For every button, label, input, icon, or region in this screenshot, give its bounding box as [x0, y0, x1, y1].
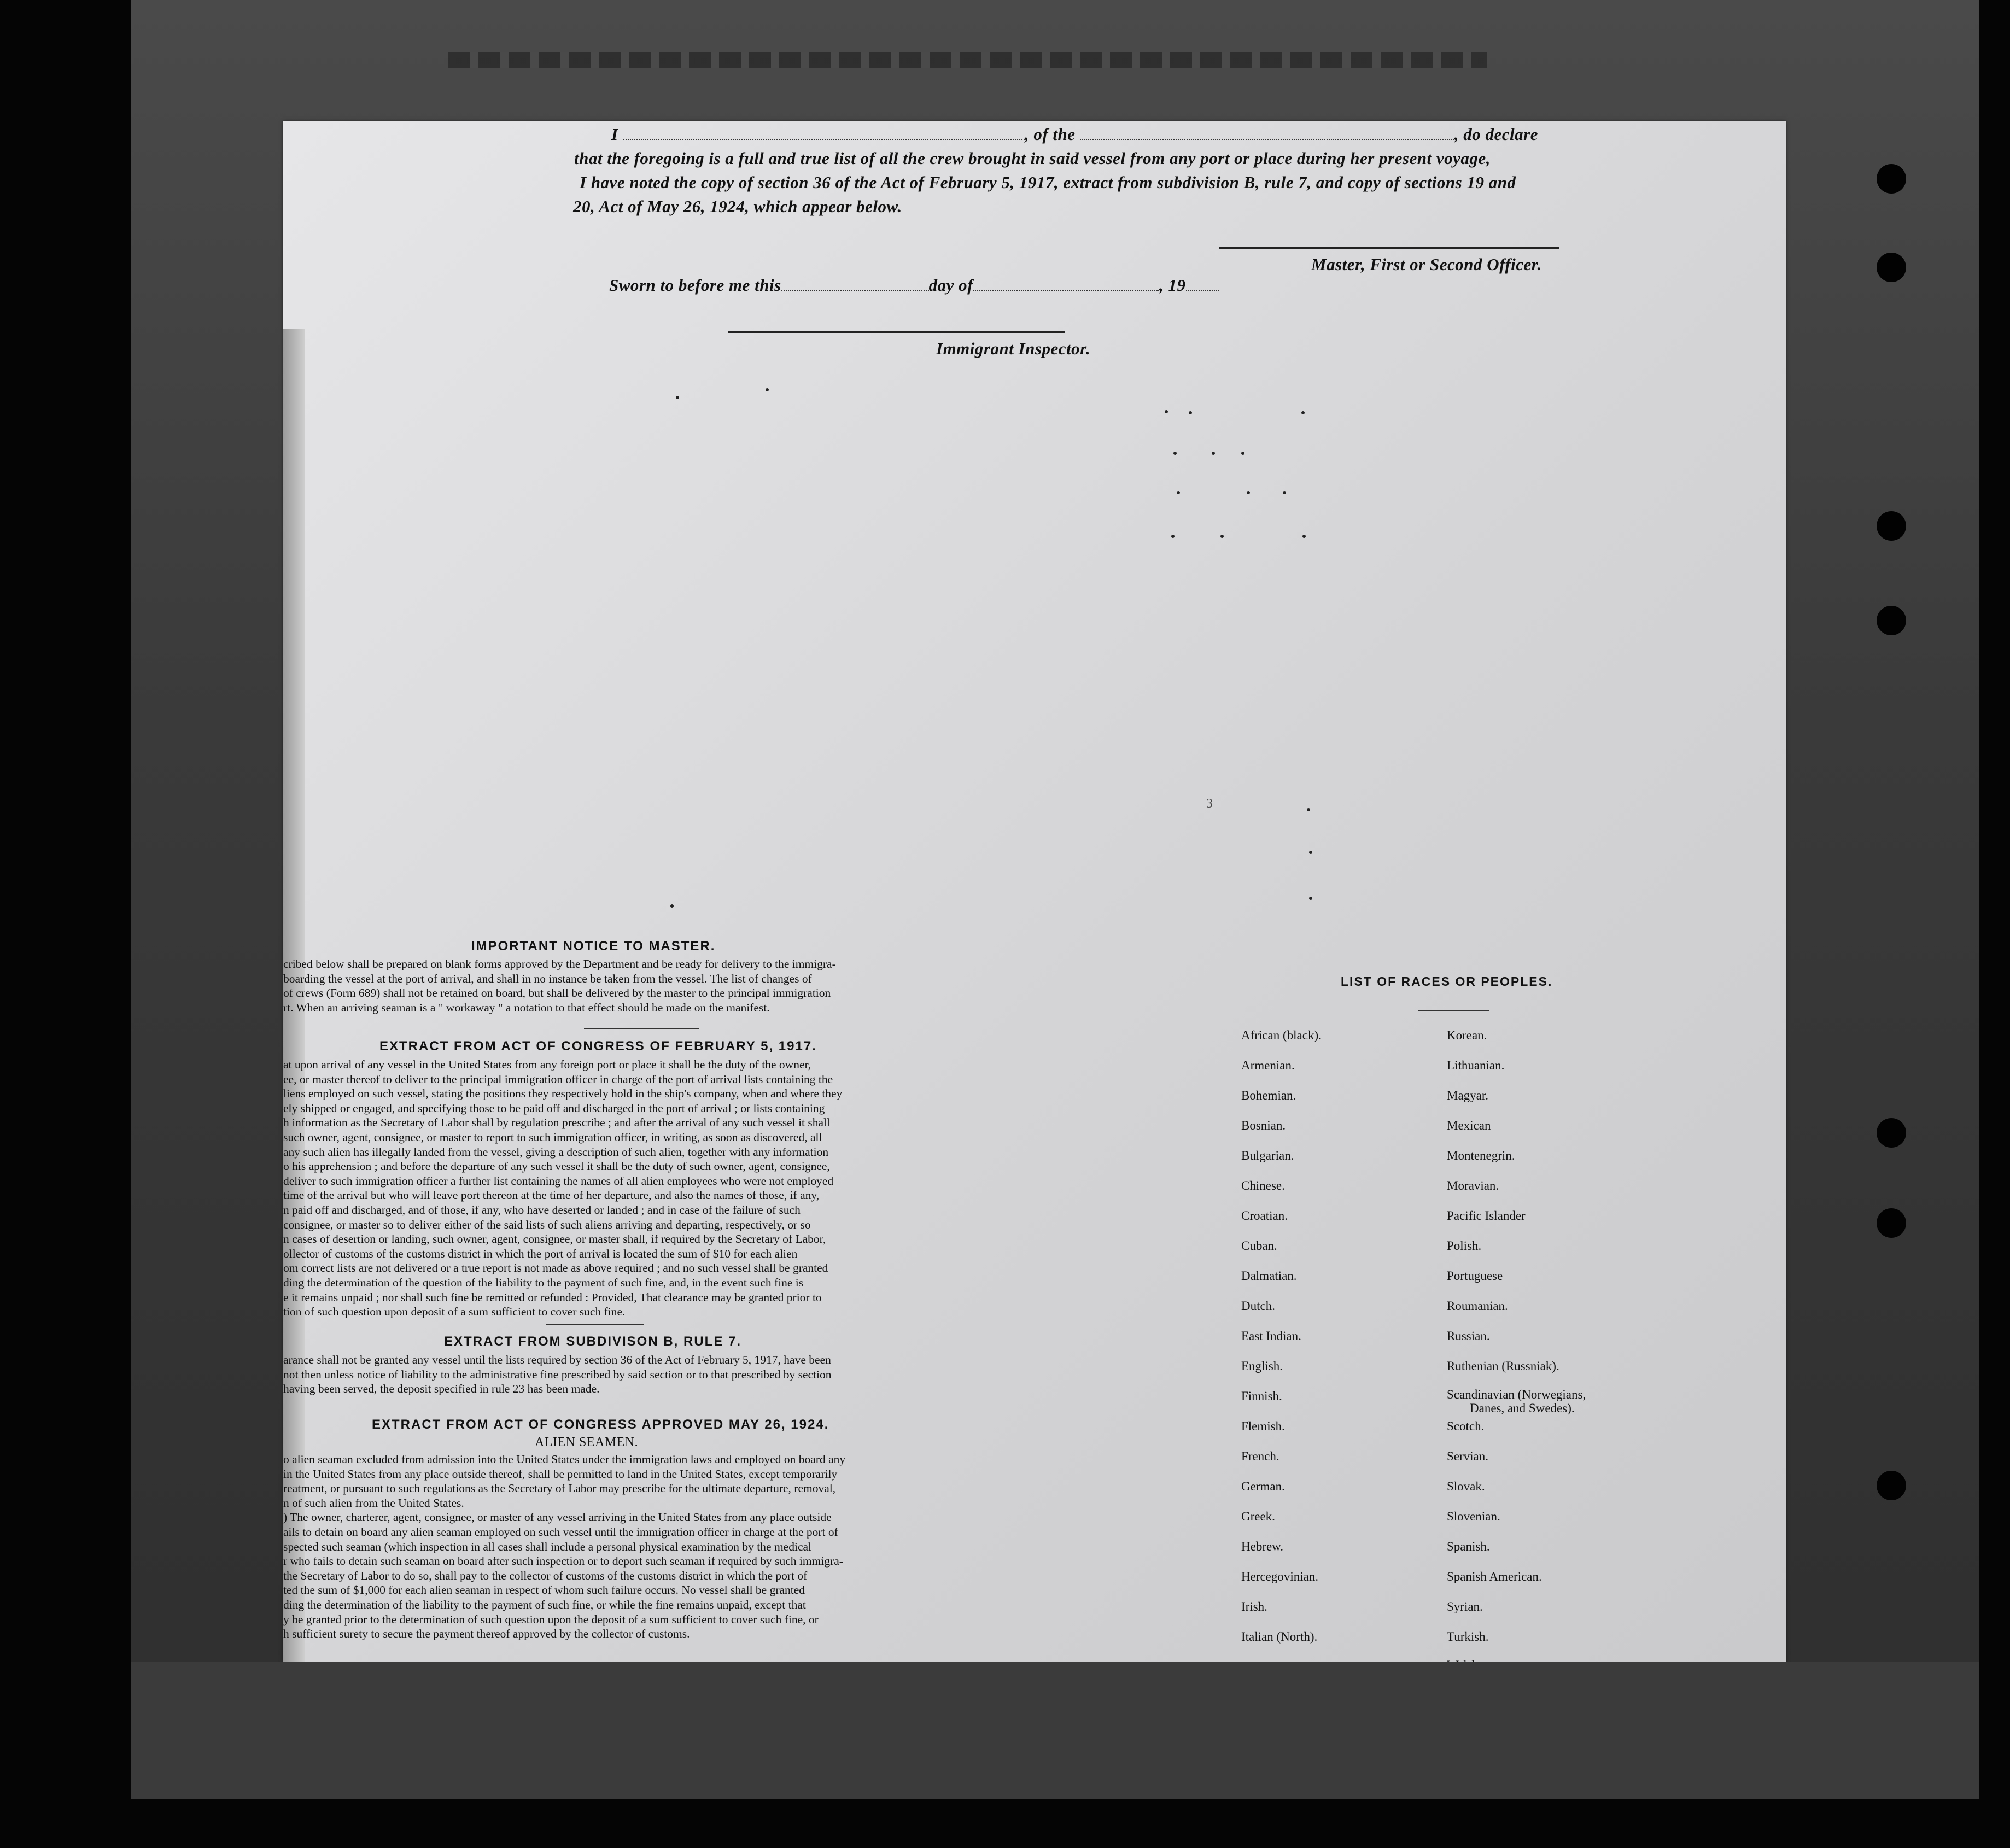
race-right-19: Syrian.	[1447, 1600, 1483, 1613]
race-left-19: Irish.	[1241, 1600, 1267, 1613]
race-left-11: English.	[1241, 1359, 1283, 1373]
stray-dot	[676, 396, 679, 399]
stray-dot	[1220, 535, 1224, 538]
stray-dot	[1212, 452, 1215, 455]
race-left-5: Chinese.	[1241, 1179, 1285, 1192]
binder-hole	[1877, 1471, 1906, 1500]
race-right-5: Moravian.	[1447, 1179, 1499, 1192]
stray-dot	[670, 904, 674, 908]
subdivision-b-body: arance shall not be granted any vessel until the lists required by section 36 of the Act of February 5, 1917, have been not then unless notice of liability to the administrative fine prescribed by said section or to that prescribed by section having been served, the deposit specified in rule 23 has been made.	[283, 1353, 832, 1396]
race-right-12-cont: Danes, and Swedes).	[1470, 1401, 1575, 1415]
race-right-8: Portuguese	[1447, 1269, 1503, 1283]
race-right-13: Scotch.	[1447, 1419, 1485, 1433]
race-left-6: Croatian.	[1241, 1209, 1288, 1223]
races-title: LIST OF RACES OR PEOPLES.	[1341, 974, 1553, 989]
race-left-18: Hercegovinian.	[1241, 1570, 1319, 1583]
stray-dot	[1171, 535, 1175, 538]
binder-hole	[1877, 511, 1906, 541]
inspector-signature-line	[728, 331, 1065, 333]
race-right-4: Montenegrin.	[1447, 1149, 1515, 1162]
declaration-line-3: I have noted the copy of section 36 of the Act of February 5, 1917, extract from subdivision B, rule 7, and copy of sections 19 and	[580, 173, 1516, 192]
race-left-15: German.	[1241, 1479, 1285, 1493]
section-divider	[546, 1324, 644, 1325]
race-right-18: Spanish American.	[1447, 1570, 1542, 1583]
race-left-3: Bosnian.	[1241, 1119, 1286, 1132]
extract-1924-title: EXTRACT FROM ACT OF CONGRESS APPROVED MAY 26, 1924.	[372, 1417, 829, 1432]
stray-dot	[1189, 411, 1192, 414]
race-left-13: Flemish.	[1241, 1419, 1285, 1433]
race-left-1: Armenian.	[1241, 1058, 1295, 1072]
stray-dot	[1247, 491, 1250, 494]
race-left-2: Bohemian.	[1241, 1089, 1296, 1102]
races-divider	[1418, 1010, 1489, 1011]
race-right-20: Turkish.	[1447, 1630, 1489, 1644]
race-right-17: Spanish.	[1447, 1540, 1490, 1553]
race-left-20: Italian (North).	[1241, 1630, 1318, 1644]
declaration-line-1: I , of the , do declare	[611, 125, 1538, 144]
stray-dot	[1309, 897, 1312, 900]
race-right-12: Scandinavian (Norwegians,	[1447, 1388, 1586, 1401]
subdivision-b-title: EXTRACT FROM SUBDIVISON B, RULE 7.	[444, 1334, 742, 1349]
race-right-7: Polish.	[1447, 1239, 1482, 1253]
stray-dot	[1165, 410, 1168, 413]
binder-hole	[1877, 164, 1906, 194]
race-left-16: Greek.	[1241, 1510, 1275, 1523]
section-divider	[584, 1028, 699, 1029]
stray-dot	[1241, 452, 1244, 455]
race-right-1: Lithuanian.	[1447, 1058, 1505, 1072]
race-right-10: Russian.	[1447, 1329, 1490, 1343]
stray-mark: 3	[1206, 797, 1213, 811]
extract-1917-title: EXTRACT FROM ACT OF CONGRESS OF FEBRUARY 5, 1917.	[379, 1039, 817, 1054]
binder-hole	[1877, 606, 1906, 635]
stray-dot	[1301, 411, 1305, 414]
form-sheet	[283, 121, 1786, 1662]
notice-body: cribed below shall be prepared on blank forms approved by the Department and be ready for delivery to the immigra- boarding the vessel at the port of arrival, and shall in no instance be taken from the vessel. The list of changes of of crews (Form 689) shall not be retained on board, but shall be delivered by the master to the principal immigration rt. When an arriving seaman is a " workaway " a notation to that effect should be made on the manifest.	[283, 957, 836, 1014]
sworn-line: Sworn to before me this day of , 19	[609, 276, 1219, 295]
stray-dot	[766, 388, 769, 391]
alien-seamen-subtitle: ALIEN SEAMEN.	[535, 1435, 639, 1449]
race-right-2: Magyar.	[1447, 1089, 1489, 1102]
race-right-11: Ruthenian (Russniak).	[1447, 1359, 1559, 1373]
race-right-9: Roumanian.	[1447, 1299, 1508, 1313]
race-right-6: Pacific Islander	[1447, 1209, 1526, 1223]
binder-hole	[1877, 1118, 1906, 1148]
stray-dot	[1177, 491, 1180, 494]
extract-1924-body: o alien seaman excluded from admission into the United States under the immigration laws and employed on board any in the United States from any place outside thereof, shall be permitted to land in the United States, except temporarily reatment, or pursuant to such regulations as the Secretary of Labor may prescribe for the ultimate departure, removal, n of such alien from the United States. ) The owner, charterer, agent, consignee, or master of any vessel arriving in the United States from any place outside ails to detain on board any alien seaman employed on such vessel until the immigration officer in charge at the port of spected such seaman (which inspection in all cases shall include a personal physical examination by the medical r who fails to detain such seaman on board after such inspection or to deport such seaman if required by such immigra- the Secretary of Labor to do so, shall pay to the collector of customs of the customs district in which the port of ted the sum of $1,000 for each alien seaman in respect of whom such failure occurs. No vessel shall be granted ding the determination of the liability to the payment of such fine, or while the fine remains unpaid, except that y be granted prior to the determination of such question upon the deposit of a sum sufficient to cover such fine, or h sufficient surety to secure the payment thereof approved by the collector of customs.	[283, 1453, 846, 1641]
extract-1917-body: at upon arrival of any vessel in the United States from any foreign port or place it shall be the duty of the owner, ee, or master thereof to deliver to the principal immigration officer in charge of the port of arrival lists containing the liens employed on such vessel, stating the positions they respectively hold in the ship's company, when and where they ely shipped or engaged, and specifying those to be paid off and discharged in the port of arrival ; or lists containing h information as the Secretary of Labor shall by regulation prescribe ; and after the arrival of any such vessel it shall such owner, agent, consignee, or master to report to such immigration officer, in writing, as soon as discovered, all any such alien has illegally landed from the vessel, giving a description of such alien, together with any information o his apprehension ; and before the departure of any such vessel it shall be the duty of such owner, agent, consignee, deliver to such immigration officer a further list containing the names of all alien employees who were not employed time of the arrival but who will leave port thereon at the time of her departure, and also the names of those, if any, n paid off and discharged, and of those, if any, who have deserted or landed ; and in case of the failure of such consignee, or master so to deliver either of the said lists of such aliens arriving and departing, respectively, or so n cases of desertion or landing, such owner, agent, consignee, or master shall, if required by the Secretary of Labor, ollector of customs of the customs district in which the port of arrival is located the sum of $10 for each alien om correct lists are not delivered or a true report is not made as above required ; and no such vessel shall be granted ding the determination of the question of the liability to the payment of such fine, and, in the event such fine is e it remains unpaid ; nor shall such fine be remitted or refunded : Provided, That clearance may be granted prior to tion of such question upon deposit of a sum sufficient to cover such fine.	[283, 1058, 843, 1319]
notice-title: IMPORTANT NOTICE TO MASTER.	[471, 939, 716, 954]
declaration-line-4: 20, Act of May 26, 1924, which appear below.	[573, 197, 902, 216]
stray-dot	[1307, 808, 1310, 811]
master-signature-line	[1219, 247, 1559, 249]
race-right-0: Korean.	[1447, 1028, 1487, 1042]
race-left-4: Bulgarian.	[1241, 1149, 1294, 1162]
declaration-line-2: that the foregoing is a full and true list of all the crew brought in said vessel from any port or place during her present voyage,	[574, 149, 1491, 168]
race-right-14: Servian.	[1447, 1449, 1489, 1463]
race-left-9: Dutch.	[1241, 1299, 1275, 1313]
inspector-label: Immigrant Inspector.	[936, 339, 1091, 358]
master-label: Master, First or Second Officer.	[1311, 255, 1542, 274]
stray-dot	[1302, 535, 1306, 538]
faded-header-text	[448, 52, 1487, 68]
race-right-3: Mexican	[1447, 1119, 1491, 1132]
race-right-15: Slovak.	[1447, 1479, 1485, 1493]
race-left-14: French.	[1241, 1449, 1279, 1463]
stray-dot	[1283, 491, 1286, 494]
binder-hole	[1877, 253, 1906, 282]
race-left-17: Hebrew.	[1241, 1540, 1284, 1553]
race-left-0: African (black).	[1241, 1028, 1322, 1042]
stray-dot	[1309, 851, 1312, 854]
scan-backing-bottom	[131, 1662, 1979, 1799]
race-right-16: Slovenian.	[1447, 1510, 1500, 1523]
binder-hole	[1877, 1208, 1906, 1238]
race-left-12: Finnish.	[1241, 1389, 1282, 1403]
race-left-10: East Indian.	[1241, 1329, 1301, 1343]
stray-dot	[1173, 452, 1177, 455]
race-left-7: Cuban.	[1241, 1239, 1277, 1253]
race-left-8: Dalmatian.	[1241, 1269, 1297, 1283]
